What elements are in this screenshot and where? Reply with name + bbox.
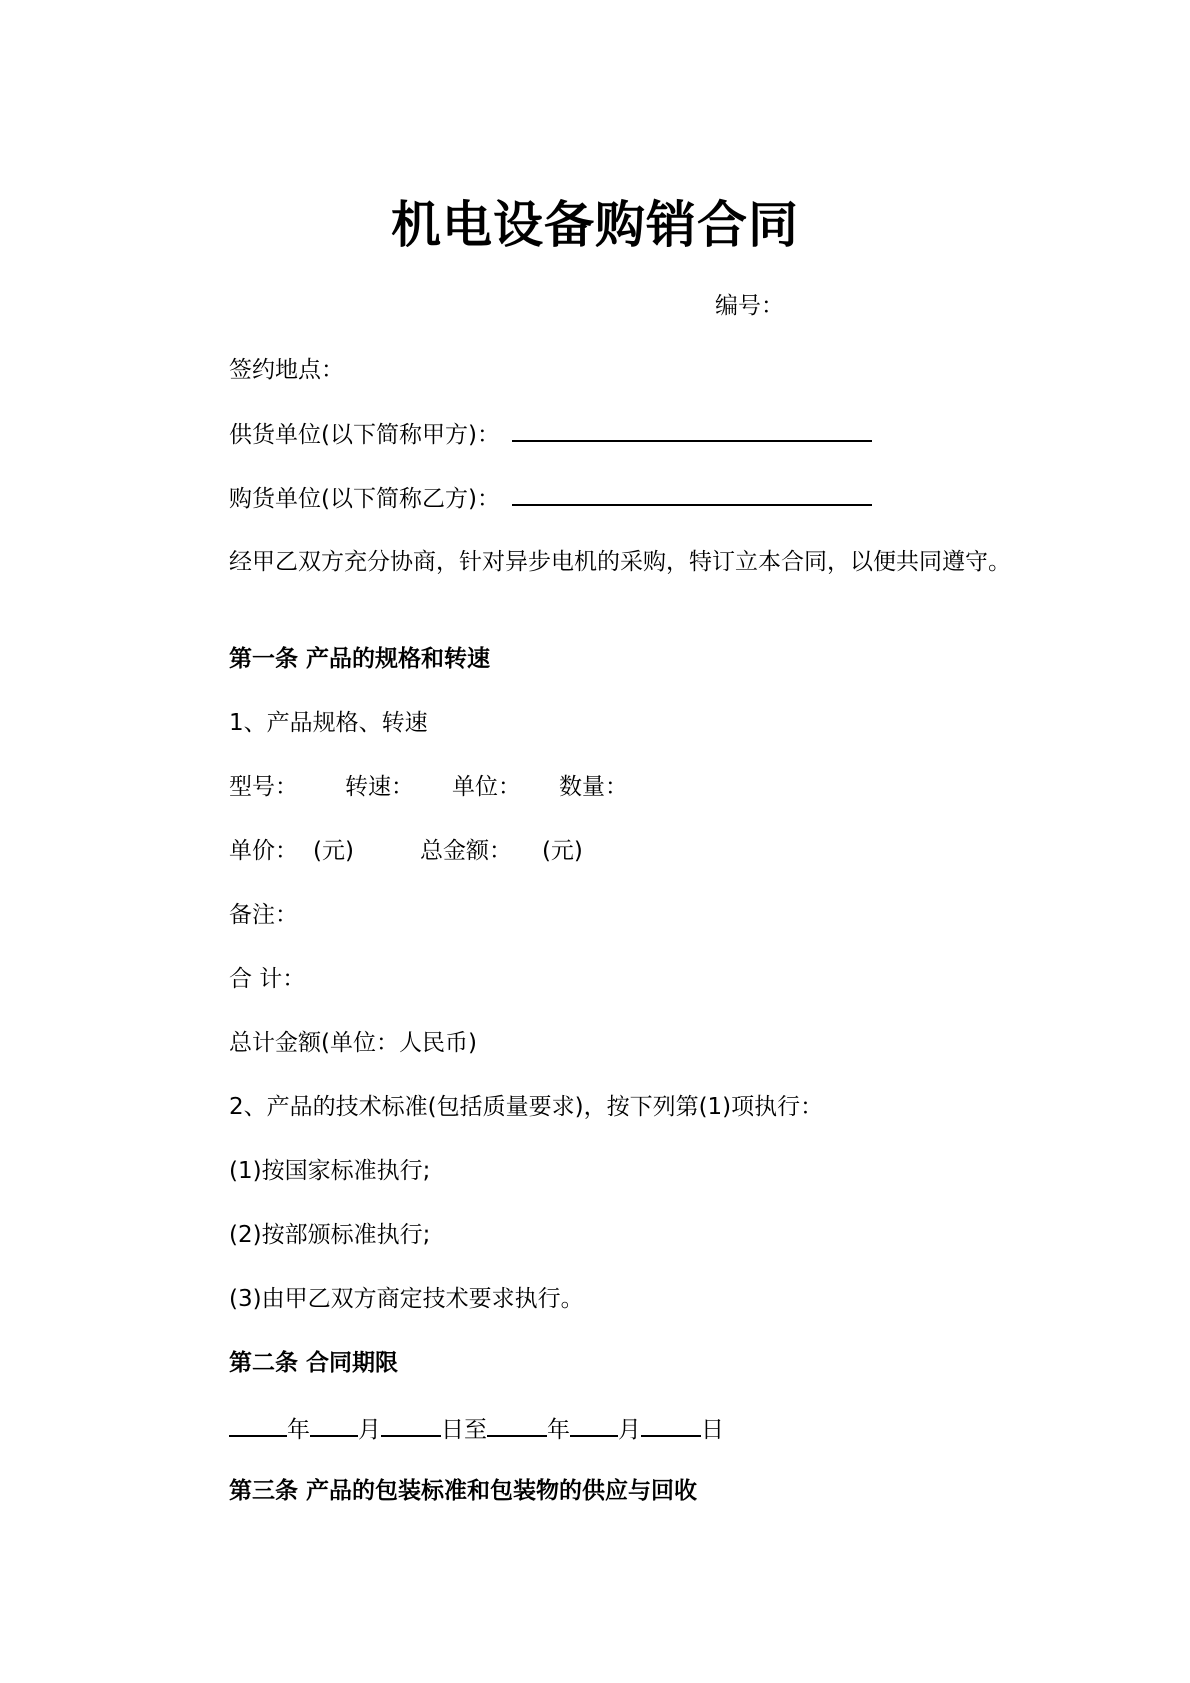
- start-year-label: 年: [287, 1417, 310, 1443]
- article1-item2: 2、产品的技术标准(包括质量要求)，按下列第(1)项执行：: [229, 1094, 824, 1120]
- standard-option-3: (3)由甲乙双方商定技术要求执行。: [229, 1286, 584, 1312]
- intro-paragraph: 经甲乙双方充分协商，针对异步电机的采购，特订立本合同，以便共同遵守。: [229, 549, 1011, 575]
- spec-fields-line: [229, 771, 628, 803]
- end-year-blank: [487, 1411, 547, 1437]
- supplier-label: 供货单位(以下简称甲方)：: [229, 422, 500, 448]
- contract-number-label: 编号：: [715, 293, 784, 319]
- article1-heading: 第一条 产品的规格和转速: [229, 646, 491, 672]
- end-year-label: 年: [547, 1417, 570, 1443]
- buyer-label: 购货单位(以下简称乙方)：: [229, 486, 500, 512]
- contract-title: 机电设备购销合同: [391, 196, 799, 254]
- model-label: 型号：: [229, 774, 298, 800]
- buyer-blank: [512, 482, 872, 506]
- start-day-to-label: 日至: [441, 1417, 487, 1443]
- total-amount-currency: (元): [541, 838, 583, 864]
- unit-price-currency: (元): [313, 838, 354, 864]
- grand-total-label: 总计金额(单位：人民币): [229, 1030, 477, 1056]
- supplier-blank: [512, 418, 872, 442]
- price-fields-line: [229, 835, 583, 867]
- quantity-label: 数量：: [559, 774, 628, 800]
- start-month-label: 月: [358, 1417, 381, 1443]
- speed-label: 转速：: [345, 774, 414, 800]
- contract-period-line: [229, 1411, 724, 1446]
- unit-label: 单位：: [452, 774, 521, 800]
- end-month-blank: [570, 1411, 618, 1437]
- article3-heading: 第三条 产品的包装标准和包装物的供应与回收: [229, 1478, 698, 1504]
- start-day-blank: [381, 1411, 441, 1437]
- start-year-blank: [229, 1411, 287, 1437]
- article1-item1: 1、产品规格、转速: [229, 710, 428, 736]
- end-day-blank: [641, 1411, 701, 1437]
- standard-option-2: (2)按部颁标准执行;: [229, 1222, 431, 1248]
- start-month-blank: [310, 1411, 358, 1437]
- remark-label: 备注：: [229, 902, 298, 928]
- unit-price-label: 单价：: [229, 838, 298, 864]
- end-month-label: 月: [618, 1417, 641, 1443]
- standard-option-1: (1)按国家标准执行;: [229, 1158, 431, 1184]
- supplier-line: [229, 418, 872, 451]
- article2-heading: 第二条 合同期限: [229, 1350, 399, 1376]
- total-amount-label: 总金额：: [419, 838, 512, 864]
- signing-location-label: 签约地点：: [229, 357, 344, 383]
- sum-label: 合 计：: [229, 966, 306, 992]
- buyer-line: [229, 482, 872, 515]
- end-day-label: 日: [701, 1417, 724, 1443]
